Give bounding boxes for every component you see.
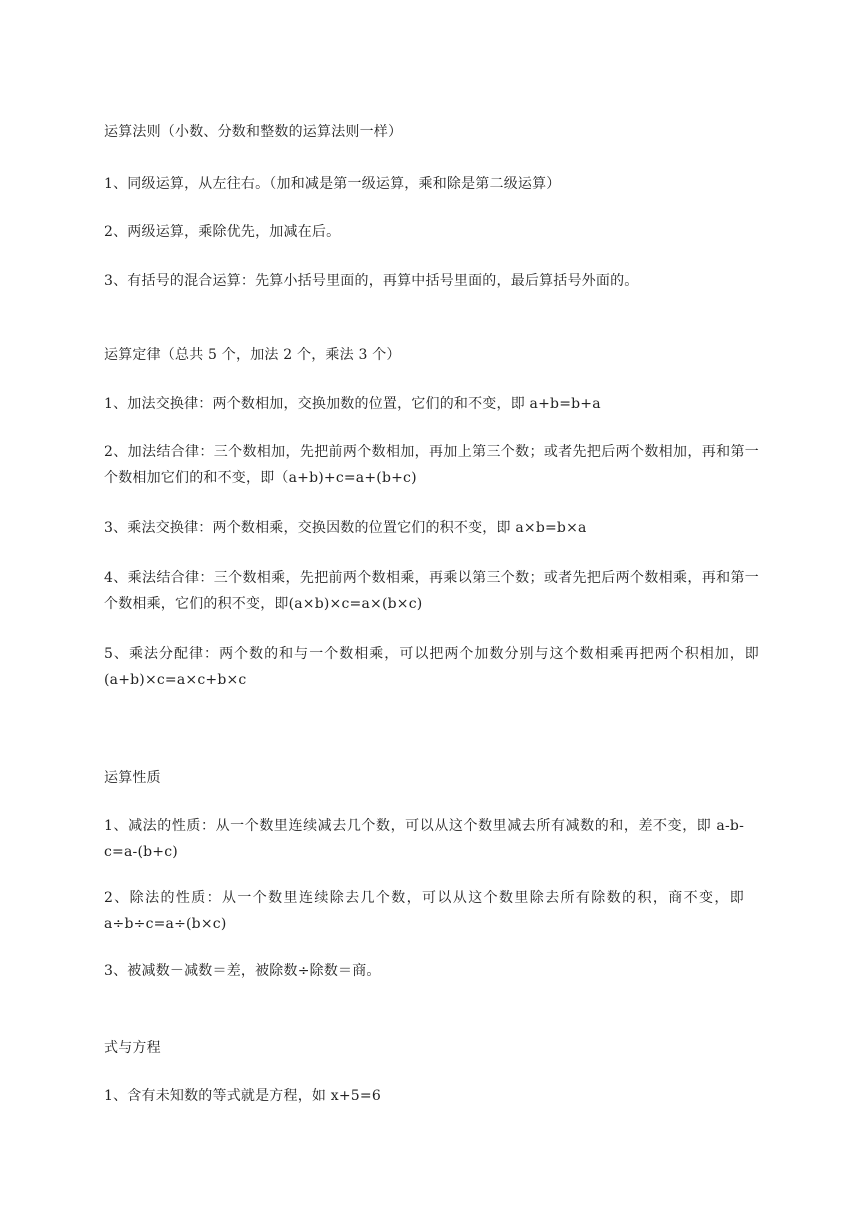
list-item: 2、加法结合律：三个数相加，先把前两个数相加，再加上第三个数；或者先把后两个数相加，再和第一个数相加它们的和不变，即（a+b)+c=a+(b+c) bbox=[104, 444, 759, 486]
list-item: 3、乘法交换律：两个数相乘，交换因数的位置它们的积不变，即 a×b=b×a bbox=[104, 520, 587, 536]
list-item: 3、有括号的混合运算：先算小括号里面的，再算中括号里面的，最后算括号外面的。 bbox=[104, 273, 639, 289]
list-item: 2、两级运算，乘除优先，加减在后。 bbox=[104, 224, 341, 240]
section-heading: 运算定律（总共 5 个，加法 2 个，乘法 3 个） bbox=[104, 347, 401, 363]
list-item: 1、含有未知数的等式就是方程，如 x+5=6 bbox=[104, 1088, 381, 1104]
section-heading: 运算法则（小数、分数和整数的运算法则一样） bbox=[104, 124, 403, 140]
list-item: 1、同级运算，从左往右。（加和减是第一级运算，乘和除是第二级运算） bbox=[104, 176, 561, 192]
list-item: 2、除法的性质：从一个数里连续除去几个数，可以从这个数里除去所有除数的积，商不变，即 a÷b÷c=a÷(b×c) bbox=[104, 890, 744, 932]
list-item: 3、被减数－减数＝差，被除数÷除数＝商。 bbox=[104, 963, 381, 979]
list-item: 5、乘法分配律：两个数的和与一个数相乘，可以把两个加数分别与这个数相乘再把两个积相加，即(a+b)×c=a×c+b×c bbox=[104, 646, 759, 688]
list-item: 4、乘法结合律：三个数相乘，先把前两个数相乘，再乘以第三个数；或者先把后两个数相乘，再和第一个数相乘，它们的积不变，即(a×b)×c=a×(b×c) bbox=[104, 570, 759, 612]
section-heading: 运算性质 bbox=[104, 770, 161, 786]
list-item: 1、加法交换律：两个数相加，交换加数的位置，它们的和不变，即 a+b=b+a bbox=[104, 396, 601, 412]
section-heading: 式与方程 bbox=[104, 1040, 161, 1056]
list-item: 1、减法的性质：从一个数里连续减去几个数，可以从这个数里减去所有减数的和，差不变，即 a-b-c=a-(b+c) bbox=[104, 818, 744, 860]
